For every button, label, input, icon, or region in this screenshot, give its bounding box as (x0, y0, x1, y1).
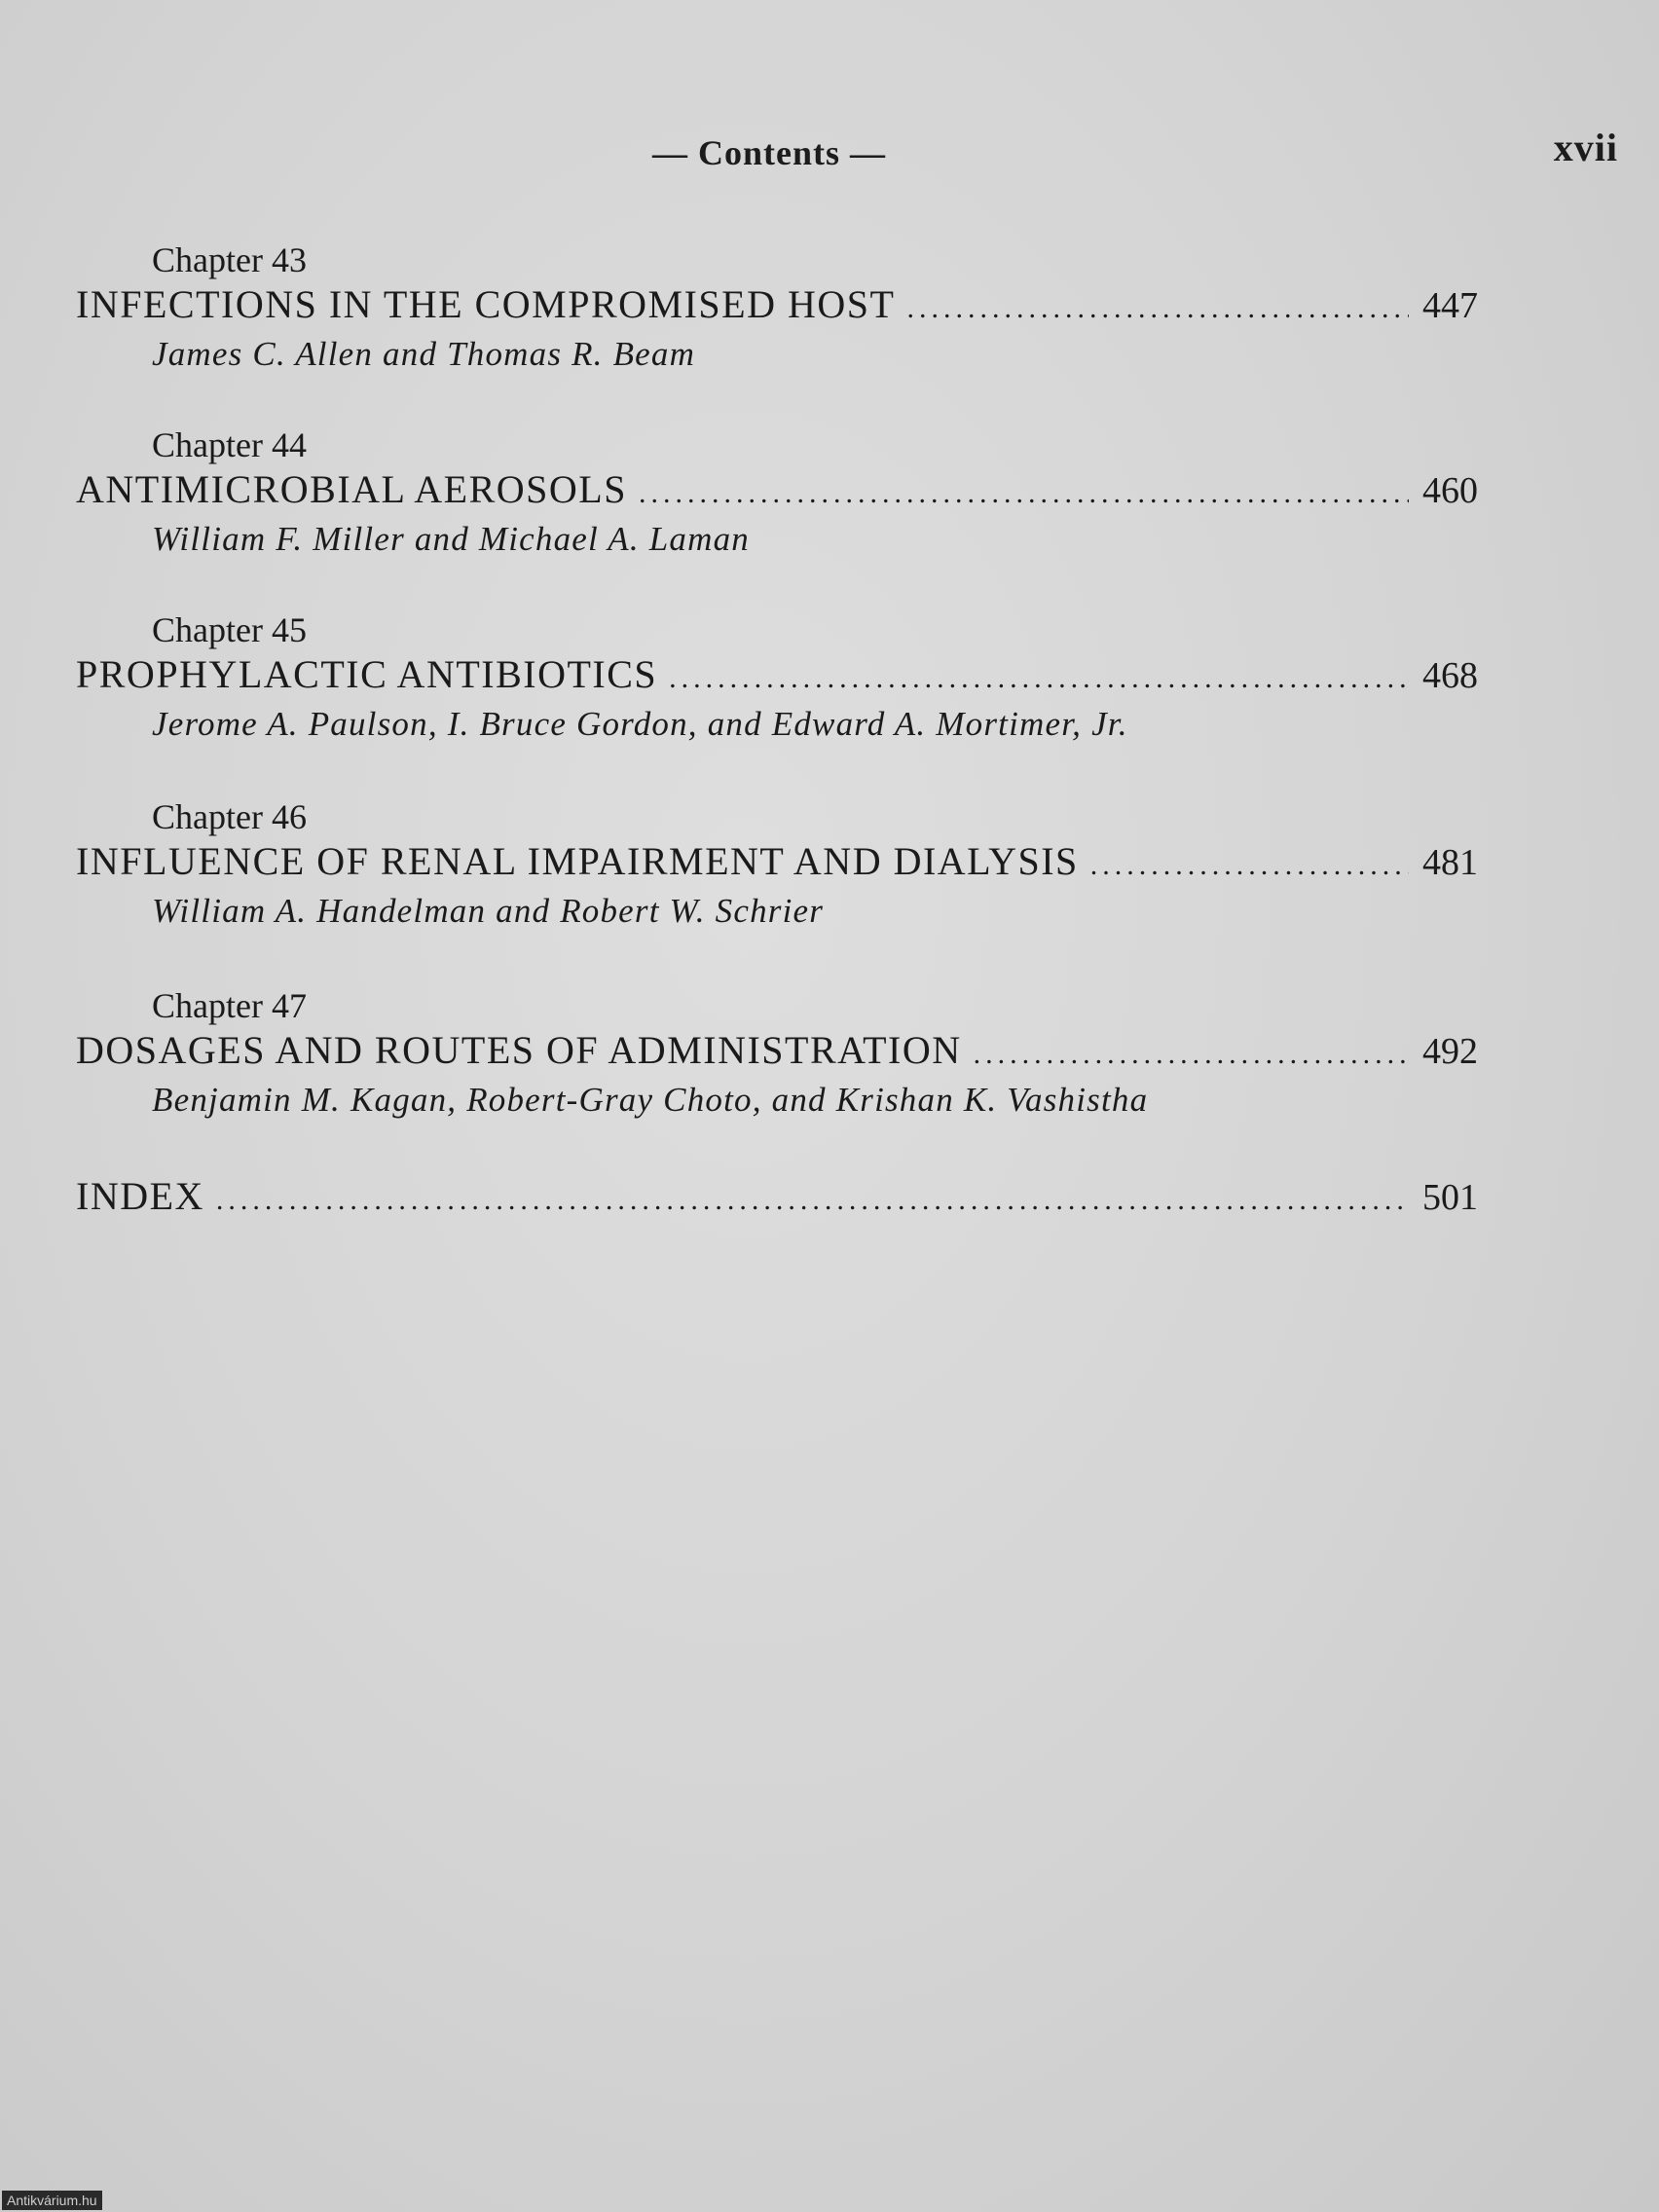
chapter-title: ANTIMICROBIAL AEROSOLS (76, 467, 627, 511)
dot-leader (906, 284, 1409, 333)
dot-leader (669, 654, 1409, 703)
chapter-authors: William A. Handelman and Robert W. Schrier (152, 892, 825, 930)
chapter-label: Chapter 45 (152, 610, 307, 649)
dot-leader (639, 469, 1409, 518)
chapter-title: INFLUENCE OF RENAL IMPAIRMENT AND DIALYSIS (76, 839, 1079, 883)
chapter-title: PROPHYLACTIC ANTIBIOTICS (76, 652, 658, 696)
toc-title-row (76, 465, 1478, 518)
chapter-title: INFECTIONS IN THE COMPROMISED HOST (76, 282, 896, 326)
page-number: 460 (1422, 470, 1478, 511)
toc-entry[interactable] (76, 240, 1478, 376)
chapter-authors: William F. Miller and Michael A. Laman (152, 520, 751, 558)
chapter-authors: James C. Allen and Thomas R. Beam (152, 335, 696, 373)
toc-title-row (76, 837, 1478, 890)
toc-entry[interactable] (76, 985, 1478, 1122)
index-title: INDEX (76, 1174, 204, 1218)
toc-title-row (76, 1026, 1478, 1079)
chapter-authors: Jerome A. Paulson, I. Bruce Gordon, and Edward A. Mortimer, Jr. (152, 705, 1128, 743)
dot-leader (974, 1030, 1409, 1079)
toc-entry[interactable] (76, 796, 1478, 933)
chapter-label: Chapter 47 (152, 986, 307, 1025)
site-watermark: Antikvárium.hu (2, 2191, 102, 2210)
toc-title-row (76, 1172, 1478, 1225)
page-number: 501 (1422, 1177, 1478, 1218)
running-head: — Contents — (651, 133, 886, 172)
chapter-title: DOSAGES AND ROUTES OF ADMINISTRATION (76, 1028, 962, 1072)
dot-leader (1090, 841, 1409, 890)
chapter-label: Chapter 43 (152, 240, 307, 279)
page-number: 481 (1422, 842, 1478, 883)
chapter-label: Chapter 46 (152, 797, 307, 836)
chapter-authors: Benjamin M. Kagan, Robert-Gray Choto, and Krishan K. Vashistha (152, 1081, 1149, 1119)
page-number: 447 (1422, 285, 1478, 326)
toc-title-row (76, 280, 1478, 333)
page-folio: xvii (1553, 126, 1618, 169)
toc-index-entry[interactable] (76, 1172, 1478, 1225)
toc-title-row (76, 650, 1478, 703)
toc-entry[interactable] (76, 609, 1478, 746)
toc-entry[interactable] (76, 424, 1478, 561)
chapter-label: Chapter 44 (152, 425, 307, 464)
dot-leader (216, 1176, 1409, 1225)
page-number: 492 (1422, 1031, 1478, 1072)
page-number: 468 (1422, 655, 1478, 696)
